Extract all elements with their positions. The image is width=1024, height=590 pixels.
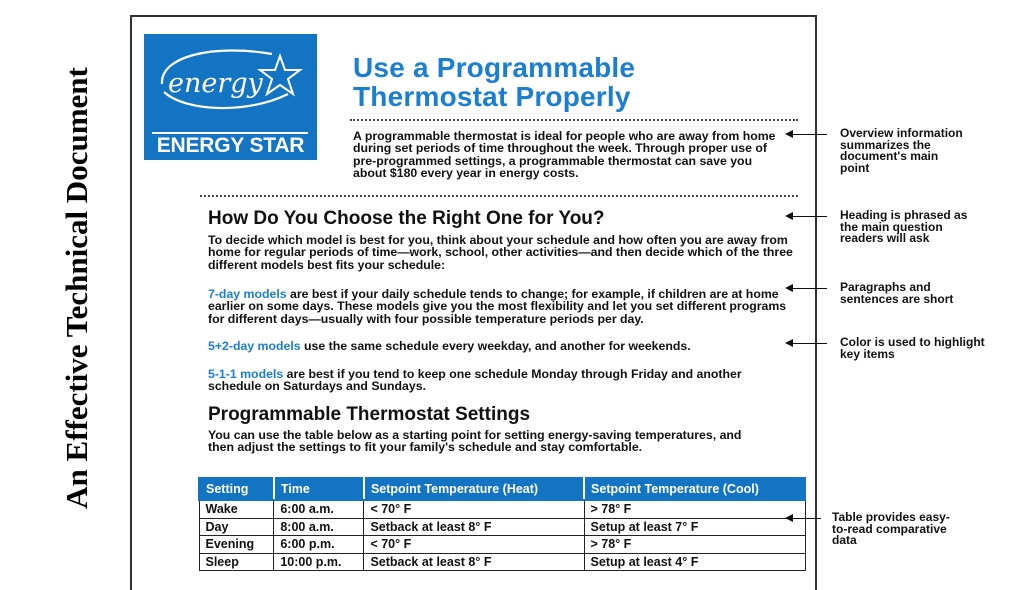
document-page	[130, 15, 817, 590]
slide-title-text: An Effective Technical Document	[59, 66, 94, 509]
table-cell: Evening	[199, 536, 274, 554]
model-text-5-2-day: use the same schedule every weekday, and another for weekends.	[300, 339, 691, 353]
annotation-overview: Overview information summarizes the document's main point	[840, 126, 963, 175]
table-cell: > 78° F	[584, 536, 805, 554]
table-cell: 6:00 a.m.	[274, 500, 364, 518]
table-row	[199, 553, 805, 571]
model-name-5-1-1: 5-1-1 models	[208, 367, 284, 381]
model-paragraph-7-day	[208, 288, 798, 325]
annotation-color: Color is used to highlight key items	[840, 335, 985, 361]
table-row	[199, 518, 805, 536]
table-row	[199, 500, 805, 518]
table-cell: < 70° F	[364, 536, 584, 554]
table-header-time: Time	[274, 478, 364, 500]
section-heading-choose: How Do You Choose the Right One for You?	[208, 208, 605, 229]
table-cell: Setup at least 7° F	[584, 518, 805, 536]
table-cell: 6:00 p.m.	[274, 536, 364, 554]
table-cell: < 70° F	[364, 500, 584, 518]
divider-dotted-middle	[200, 195, 798, 197]
document-title-line-1: Use a Programmable	[353, 52, 636, 83]
table-cell: Setback at least 8° F	[364, 553, 584, 571]
model-paragraph-5-1-1	[208, 368, 798, 393]
table-cell: > 78° F	[584, 500, 805, 518]
table-cell: Wake	[199, 500, 274, 518]
table-header-setting: Setting	[199, 478, 274, 500]
logo-script: energy	[168, 68, 263, 99]
model-text-5-1-1: are best if you tend to keep one schedule Monday through Friday and another schedule on Saturdays and Sundays.	[208, 367, 742, 394]
table-cell: 8:00 a.m.	[274, 518, 364, 536]
logo-text: ENERGY STAR	[156, 134, 305, 157]
choose-intro-paragraph: To decide which model is best for you, think about your schedule and how often you are away from home for regular periods of time—work, school, other activities—and then decide which of the three different models best fits your schedule:	[208, 233, 793, 272]
table-cell: Setup at least 4° F	[584, 553, 805, 571]
document-title	[353, 53, 635, 111]
model-name-5-2-day: 5+2-day models	[208, 339, 301, 353]
annotation-table: Table provides easy-to-read comparative data	[832, 510, 950, 547]
annotation-arrow-table	[787, 518, 821, 519]
energy-star-logo	[144, 34, 317, 160]
table-row	[199, 536, 805, 554]
table-header-cool: Setpoint Temperature (Cool)	[584, 478, 805, 500]
table-cell: Setback at least 8° F	[364, 518, 584, 536]
table-cell: Day	[199, 518, 274, 536]
model-text-7-day: are best if your daily schedule tends to change; for example, if children are at home earlier on some days. These models give you the most flexibility and let you set different programs for different days—usually with four possible temperature periods per day.	[208, 287, 787, 326]
annotation-arrow-heading	[787, 216, 827, 217]
annotation-heading: Heading is phrased as the main question readers will ask	[840, 208, 968, 245]
table-cell: Sleep	[199, 553, 274, 571]
energy-star-logo-icon	[152, 40, 308, 126]
annotation-arrow-overview	[787, 134, 827, 135]
annotation-arrow-paragraphs	[787, 288, 827, 289]
thermostat-settings-table	[198, 477, 806, 571]
section-heading-settings: Programmable Thermostat Settings	[208, 404, 531, 425]
settings-intro-paragraph: You can use the table below as a starting point for setting energy-saving temperatures, and then adjust the settings to fit your family's schedule and stay comfortable.	[208, 428, 742, 455]
model-paragraph-5-2-day	[208, 340, 718, 352]
overview-paragraph: A programmable thermostat is ideal for people who are away from home during set periods of time throughout the week. Through proper use of pre-programmed settings, a programmable thermostat can save you about $180 every year in energy costs.	[353, 129, 776, 181]
annotation-arrow-color	[787, 343, 827, 344]
document-title-line-2: Thermostat Properly	[353, 81, 631, 112]
slide-title	[12, 0, 142, 575]
table-cell: 10:00 p.m.	[274, 553, 364, 571]
model-name-7-day: 7-day models	[208, 287, 287, 301]
annotation-paragraphs: Paragraphs and sentences are short	[840, 280, 954, 306]
table-header-row	[199, 478, 805, 500]
divider-dotted-top	[350, 119, 798, 121]
table-header-heat: Setpoint Temperature (Heat)	[364, 478, 584, 500]
